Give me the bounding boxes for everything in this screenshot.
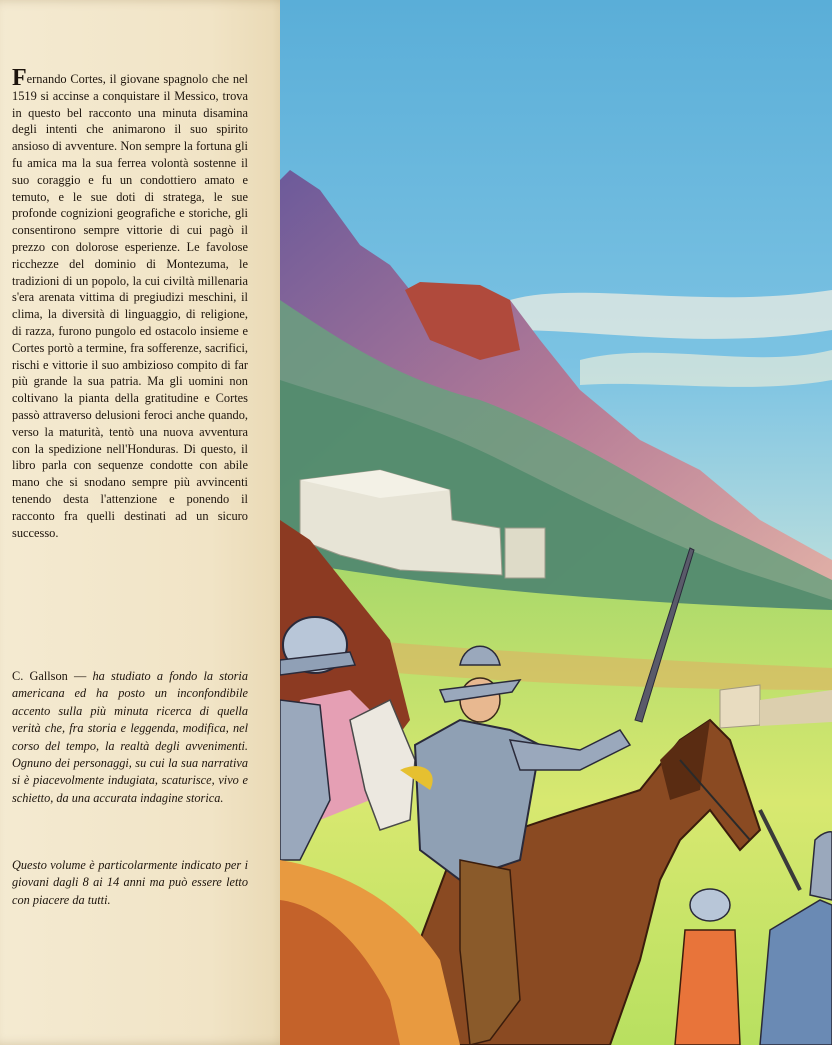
author-name: C. Gallson — xyxy=(12,669,87,683)
author-bio xyxy=(12,668,248,807)
cover-illustration xyxy=(280,0,832,1045)
blurb-text: ernando Cortes, il giovane spagnolo che nel 1519 si accinse a conquistare il Messico, trova in questo bel racconto una minuta disamina degli intenti che animarono il suo spirito ansioso di avventure. Non sempre la fortuna gli fu amica ma la sua ferrea volontà sostenne il suo coraggio e fu un condottiero amato e temuto, e le sue doti di stratega, le sue profonde cognizioni geografiche e storiche, gli consentirono sempre vittorie di cui pagò il prezzo con dolorose esperienze. Le favolose ricchezze del dominio di Montezuma, le tradizioni di un popolo, la cui civiltà millenaria s'era arenata vittima di pregiudizi meschini, il clima, la diversità di linguaggio, di religione, di razza, furono pungolo ed ostacolo insieme e Cortes portò a termine, fra sofferenze, sacrifici, rischi e vittorie il suo ambizioso compito di far più grande la sua patria. Ma gli uomini non coltivano la pianta della gratitudine e Cortes passò attraverso delusioni feroci anche quando, verso la maturità, tentò una nuova avventura con la spedizione nell'Honduras. Di questo, il libro parla con sequenze condotte con abile mano che si snodano sempre più avvincenti tenendo desta l'attenzione e ponendo il racconto fra quelli destinati ad un sicuro successo. xyxy=(12,72,248,540)
conquistadors-on-horseback-illustration xyxy=(280,0,832,1045)
book-blurb xyxy=(12,65,248,541)
author-bio-text: ha studiato a fondo la storia americana ed ha posto un inconfondibile accento sulla più minuta ricerca di quella verità che, fra storia e leggenda, modifica, nel corso del tempo, la realtà degli avvenimenti. Ognuno dei personaggi, su cui la sua narrativa si è piacevolmente indugiata, scaturisce, vivo e schietto, da una accurata indagine storica. xyxy=(12,669,248,805)
back-flap xyxy=(0,0,300,1045)
drop-cap: F xyxy=(12,65,27,91)
age-note: Questo volume è particolarmente indicato per i giovani dagli 8 ai 14 anni ma può essere letto con piacere da tutti. xyxy=(12,858,248,907)
